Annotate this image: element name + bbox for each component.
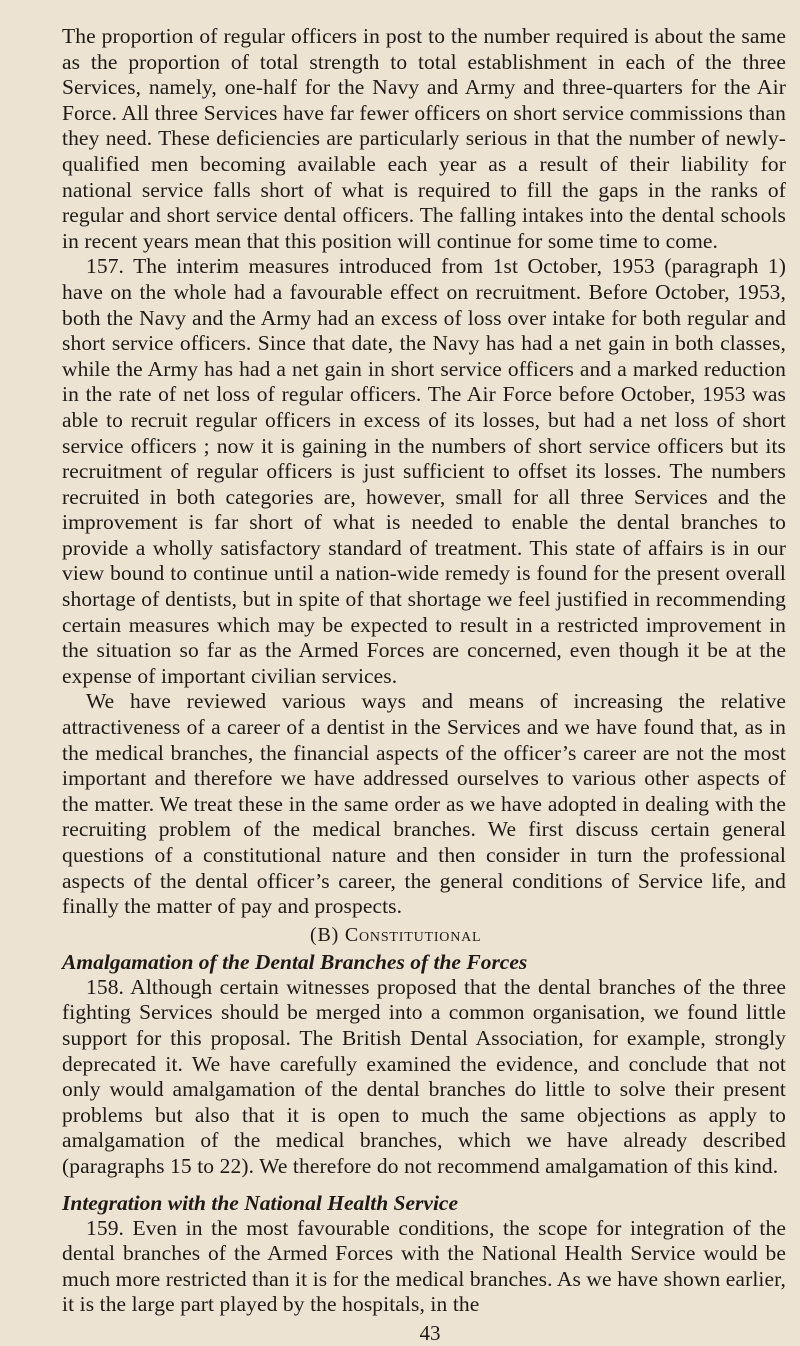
subheading-amalgamation: Amalgamation of the Dental Branches of the Forces xyxy=(62,949,528,974)
subheading-integration: Integration with the National Health Service xyxy=(62,1190,458,1215)
paragraph-157: 157. The interim measures introduced from 1st October, 1953 (paragraph 1) have on the whole had a favourable effect on recruitment. Before October, 1953, both the Navy and the Army had an excess of loss over intake for both regular and short service officers. Since that date, the Navy has had a net gain in both classes, while the Army has had a net gain in short service officers and a marked reduction in the rate of net loss of regular officers. The Air Force before October, 1953 was able to recruit regular officers in excess of its losses, but had a net loss of short service officers ; now it is gaining in the numbers of short service officers but its recruitment of regular officers is just sufficient to offset its losses. The numbers recruited in both categories are, however, small for all three Services and the improvement is far short of what is needed to enable the dental branches to provide a wholly satisfactory standard of treatment. This state of affairs is in our view bound to continue until a nation-wide remedy is found for the present overall shortage of dentists, but in spite of that shortage we feel justified in recommending certain measures which may be expected to result in a restricted improvement in the situation so far as the Armed Forces are concerned, even though it be at the expense of important civilian services. xyxy=(62,254,786,688)
paragraph-158: 158. Although certain witnesses proposed that the dental branches of the three fighting Services should be merged into a common organisation, we found little support for this proposal. The British Dental Association, for example, strongly deprecated it. We have carefully examined the evidence, and conclude that not only would amalgamation of the dental branches do little to solve their present problems but also that it is open to much the same objections as apply to amalgamation of the medical branches, which we have already described (paragraphs 15 to 22). We therefore do not recommend amalgamation of this kind. xyxy=(62,974,786,1178)
paragraph-review: We have reviewed various ways and means of increasing the relative attractiveness of a career of a dentist in the Services and we have found that, as in the medical branches, the financial aspects of the officer’s career are not the most important and therefore we have addressed ourselves to various other aspects of the matter. We treat these in the same order as we have adopted in dealing with the recruiting problem of the medical branches. We first discuss certain general questions of a constitutional nature and then consider in turn the professional aspects of the dental officer’s career, the general conditions of Service life, and finally the matter of pay and prospects. xyxy=(62,689,786,919)
paragraph-159: 159. Even in the most favourable conditions, the scope for integration of the dental branches of the Armed Forces with the National Health Service would be much more restricted than it is for the medical branches. As we have shown earlier, it is the large part played by the hospitals, in the xyxy=(62,1215,786,1317)
paragraph-continuation: The proportion of regular officers in post to the number required is about the same as the proportion of total strength to total establishment in each of the three Services, namely, one-half for the Navy and Army and three-quarters for the Air Force. All three Services have far fewer officers on short service commissions than they need. These deficiencies are particularly serious in that the number of newly-qualified men becoming available each year as a result of their liability for national service falls short of what is required to fill the gaps in the ranks of regular and short service dental officers. The falling intakes into the dental schools in recent years mean that this position will continue for some time to come. xyxy=(62,24,786,253)
section-heading-constitutional: (B) Constitutional xyxy=(310,923,482,946)
page-number: 43 xyxy=(419,1320,441,1345)
